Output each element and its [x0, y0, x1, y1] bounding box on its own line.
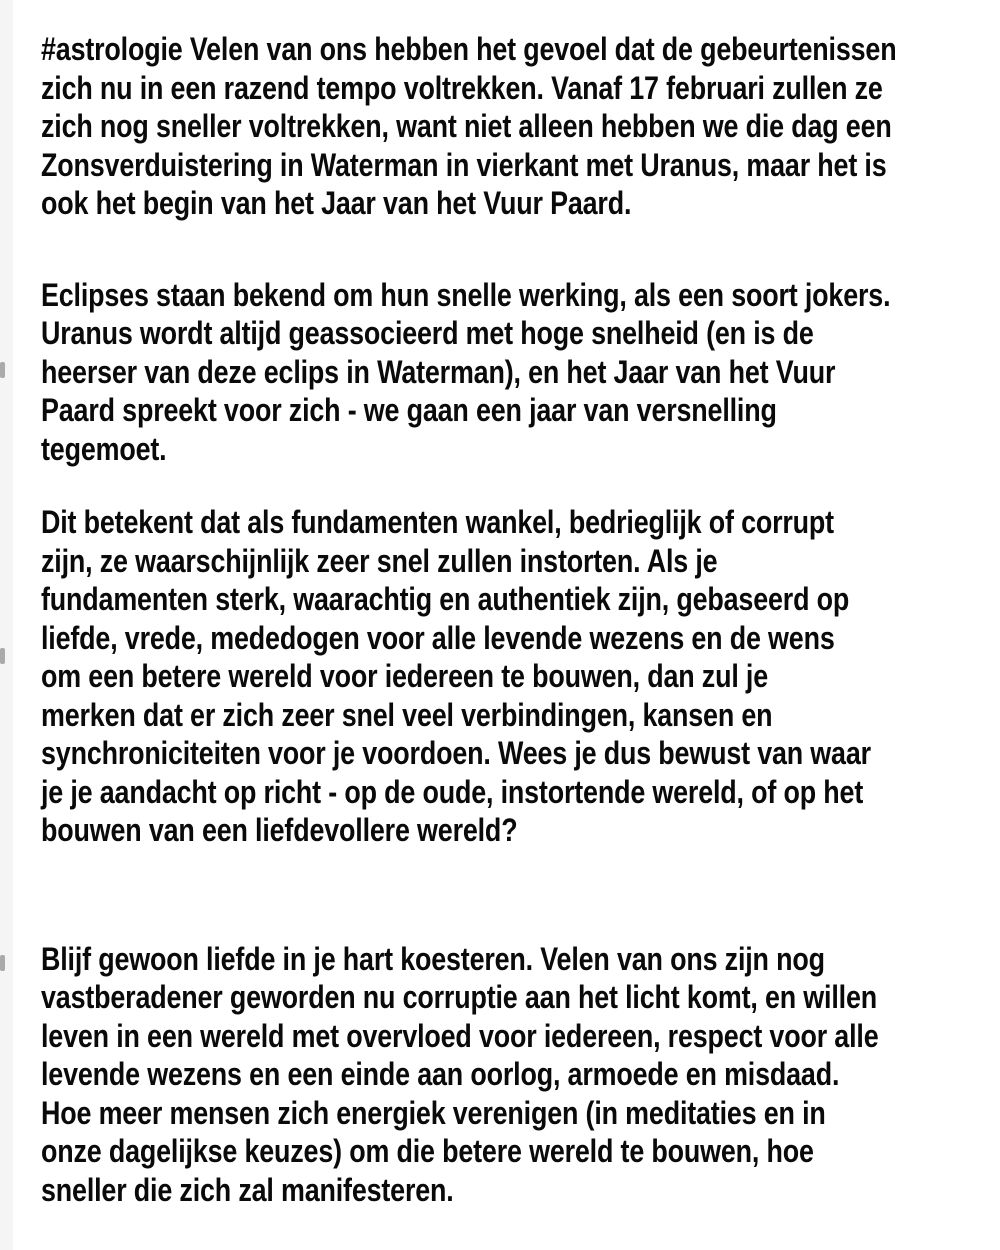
- text-line: Eclipses staan bekend om hun snelle werking, als een soort jokers.: [41, 276, 891, 313]
- text-line: sneller die zich zal manifesteren.: [41, 1171, 454, 1208]
- text-line: Blijf gewoon liefde in je hart koesteren. Velen van ons zijn nog: [41, 940, 825, 977]
- text-line: Uranus wordt altijd geassocieerd met hoge snelheid (en is de: [41, 315, 814, 351]
- text-line: om een betere wereld voor iedereen te bouwen, dan zul je: [41, 658, 769, 694]
- page-edge-artifact: [0, 0, 13, 1250]
- text-line: je je aandacht op richt - op de oude, instortende wereld, of op het: [41, 773, 864, 810]
- text-line: merken dat er zich zeer snel veel verbindingen, kansen en: [41, 696, 773, 733]
- text-line: zich nu in een razend tempo voltrekken. Vanaf 17 februari zullen ze: [41, 69, 883, 106]
- text-line: synchroniciteiten voor je voordoen. Wees je dus bewust van waar: [41, 735, 871, 771]
- scan-speck: [0, 362, 5, 378]
- text-line: fundamenten sterk, waarachtig en authentiek zijn, gebaseerd op: [41, 581, 850, 617]
- text-line: onze dagelijkse keuzes) om die betere wereld te bouwen, hoe: [41, 1133, 814, 1169]
- text-line: Zonsverduistering in Waterman in vierkant met Uranus, maar het is: [41, 146, 887, 183]
- text-content: [41, 30, 1000, 1209]
- text-line: zich nog sneller voltrekken, want niet alleen hebben we die dag een: [41, 108, 892, 144]
- text-line: liefde, vrede, mededogen voor alle levende wezens en de wens: [41, 619, 835, 656]
- paragraph-eclipses: [41, 276, 1000, 469]
- text-line: levende wezens en een einde aan oorlog, armoede en misdaad.: [41, 1056, 840, 1092]
- scan-speck: [0, 955, 5, 971]
- text-line: heerser van deze eclips in Waterman), en het Jaar van het Vuur: [41, 353, 836, 390]
- text-line: tegemoet.: [41, 430, 167, 467]
- text-line: bouwen van een liefdevollere wereld?: [41, 812, 518, 848]
- paragraph-fundamenten: [41, 503, 1000, 850]
- text-line: Hoe meer mensen zich energiek verenigen (in meditaties en in: [41, 1094, 826, 1131]
- text-line: Dit betekent dat als fundamenten wankel, bedrieglijk of corrupt: [41, 504, 834, 540]
- text-line: zijn, ze waarschijnlijk zeer snel zullen instorten. Als je: [41, 542, 718, 579]
- paragraph-intro: [41, 30, 1000, 223]
- paragraph-slot: [41, 940, 1000, 1210]
- scan-speck: [0, 648, 5, 664]
- text-line: vastberadener geworden nu corruptie aan het licht komt, en willen: [41, 979, 877, 1015]
- text-line: #astrologie Velen van ons hebben het gevoel dat de gebeurtenissen: [41, 31, 897, 67]
- text-line: Paard spreekt voor zich - we gaan een jaar van versnelling: [41, 392, 777, 428]
- text-line: leven in een wereld met overvloed voor iedereen, respect voor alle: [41, 1017, 879, 1054]
- text-line: ook het begin van het Jaar van het Vuur Paard.: [41, 185, 632, 221]
